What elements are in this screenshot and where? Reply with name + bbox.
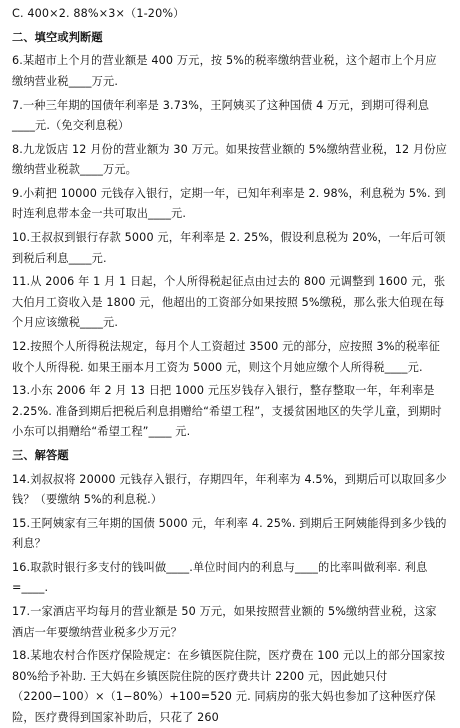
question-11: 11.从 2006 年 1 月 1 日起，个人所得税起征点由过去的 800 元调整到 1600 元，张大伯月工资收入是 1800 元，他超出的工资部分如果按照 5%缴税，那么张大伯现在每个月应该缴税____元. xyxy=(12,275,446,330)
question-15: 15.王阿姨家有三年期的国债 5000 元，年利率 4. 25%. 到期后王阿姨能得到多少钱的利息？ xyxy=(12,516,447,551)
question-12: 12.按照个人所得税法规定，每月个人工资超过 3500 元的部分，应按照 3%的税率征收个人所得税. 如果王丽本月工资为 5000 元，则这个月她应缴个人所得税____元. xyxy=(12,340,440,374)
question-16: 16.取款时银行多支付的钱叫做____.单位时间内的利息与____的比率叫做利率. 利息=____. xyxy=(12,560,428,595)
question-13: 13.小东 2006 年 2 月 13 日把 1000 元压岁钱存入银行，整存整取一年，年利率是 2.25%. 准备到期后把税后利息捐赠给“希望工程”，支援贫困地区的失学儿童，到期时小东可以捐赠给“希望工程”____ 元. xyxy=(12,384,442,439)
section-title: 二、填空或判断题 xyxy=(12,30,103,44)
section-solve xyxy=(12,446,448,728)
question-9: 9.小莉把 10000 元钱存入银行，定期一年，已知年利率是 2. 98%，利息税为 5%. 到时连利息带本金一共可取出____元. xyxy=(12,186,446,221)
question-17: 17.一家酒店平均每月的营业额是 50 万元，如果按照营业额的 5%缴纳营业税，这家酒店一年要缴纳营业税多少万元？ xyxy=(12,605,437,639)
question-18: 18.某地农村合作医疗保险规定：在乡镇医院住院，医疗费在 100 元以上的部分国家按 80%给予补助. 王大妈在乡镇医院住院的医疗费共计 2200 元，因此她只付（2200−100）×（1−80%）+100=520 元. 同病房的张大妈也参加了这种医疗保险，医疗费得到国家补助后，只花了 260 xyxy=(12,649,445,724)
question-10: 10.王叔叔到银行存款 5000 元，年利率是 2. 25%，假设利息税为 20%，一年后可领到税后利息____元. xyxy=(12,231,446,265)
section-fill-in xyxy=(12,28,448,443)
section-title: 三、解答题 xyxy=(12,448,69,462)
question-14: 14.刘叔叔将 20000 元钱存入银行，存期四年，年利率为 4.5%，到期后可以取回多少钱？（要缴纳 5%的利息税.） xyxy=(12,472,447,507)
question-6: 6.某超市上个月的营业额是 400 万元，按 5%的税率缴纳营业税，这个超市上个月应缴纳营业税____万元. xyxy=(12,54,437,88)
question-8: 8.九龙饭店 12 月份的营业额为 30 万元。如果按营业额的 5%缴纳营业税，12 月份应缴纳营业税款____万元。 xyxy=(12,142,447,177)
option-c-line: C. 400×2. 88%×3×（1-20%） xyxy=(12,7,185,20)
question-7: 7.一种三年期的国债年利率是 3.73%，王阿姨买了这种国债 4 万元，到期可得利息____元.（免交利息税） xyxy=(12,98,430,133)
